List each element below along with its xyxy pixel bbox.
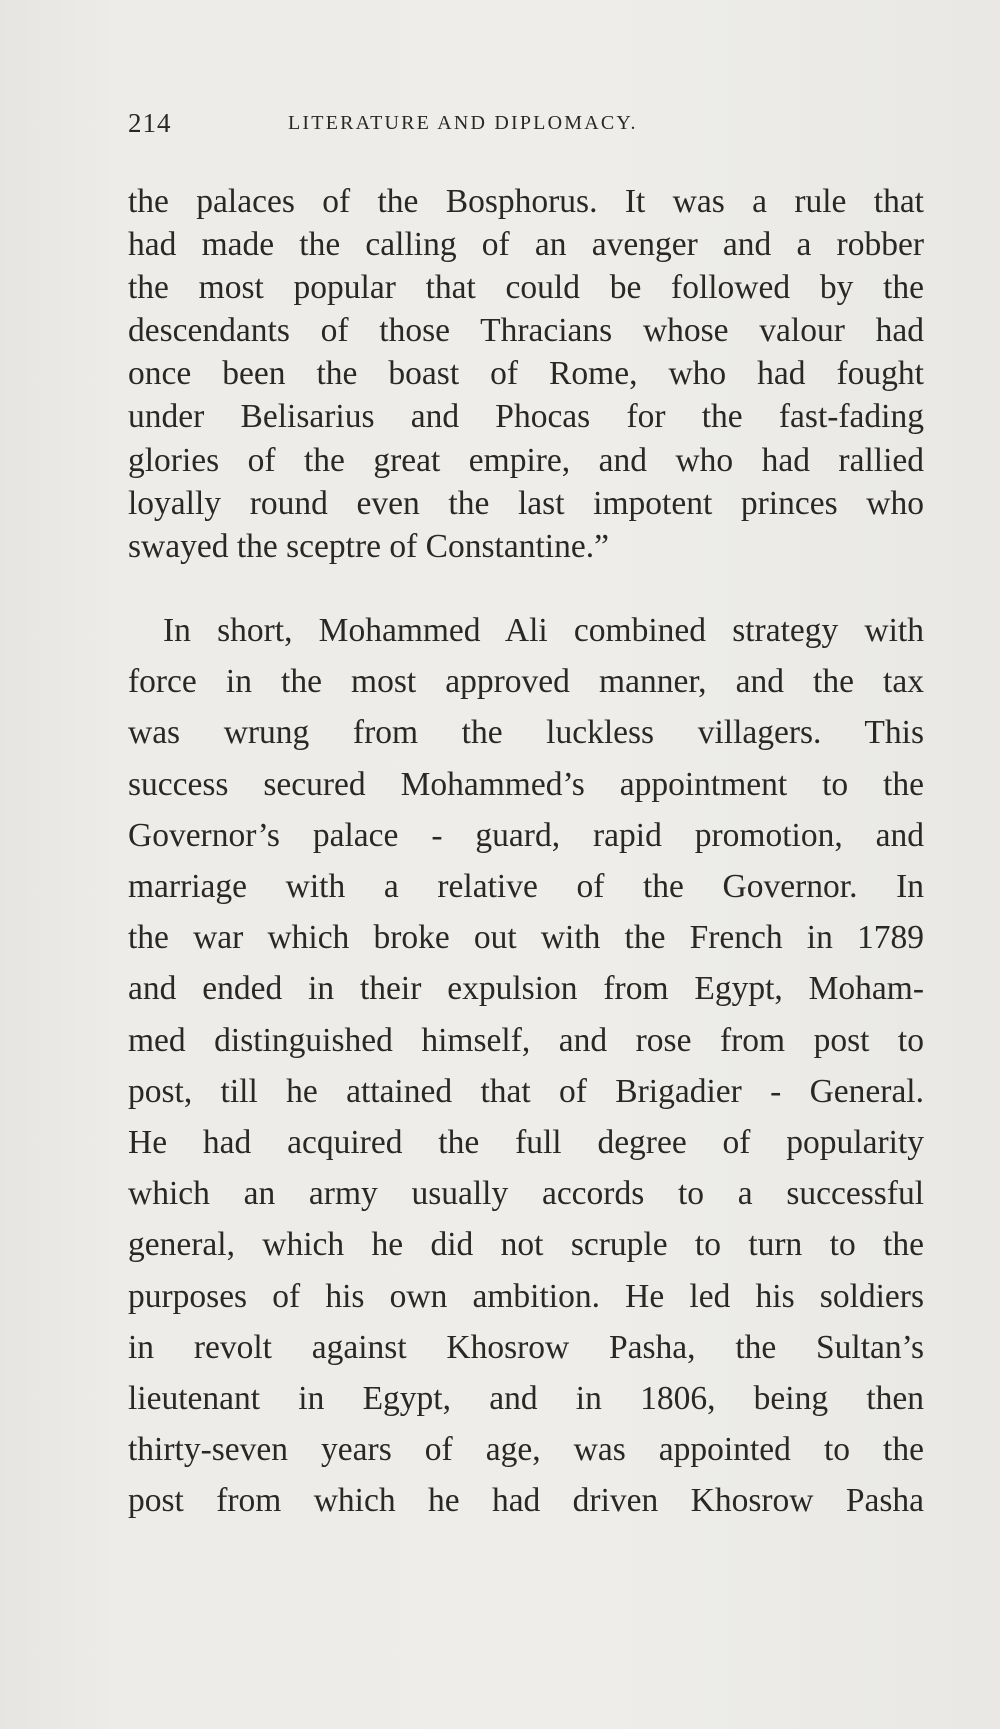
- text-line: force in the most approved manner, and the tax: [128, 663, 924, 701]
- text-line: He had acquired the full degree of popularity: [128, 1124, 924, 1162]
- quoted-passage: [128, 180, 924, 568]
- text-line: success secured Mohammed’s appointment to the: [128, 765, 924, 803]
- text-line: which an army usually accords to a successful: [128, 1175, 924, 1213]
- text-line: post from which he had driven Khosrow Pasha: [128, 1482, 924, 1520]
- text-line: loyally round even the last impotent princes who: [128, 484, 924, 522]
- text-line: purposes of his own ambition. He led his soldiers: [128, 1277, 924, 1315]
- text-line: lieutenant in Egypt, and in 1806, being then: [128, 1380, 924, 1418]
- text-line: had made the calling of an avenger and a robber: [128, 226, 924, 264]
- text-line: thirty-seven years of age, was appointed to the: [128, 1431, 924, 1469]
- text-line: post, till he attained that of Brigadier - General.: [128, 1072, 924, 1110]
- text-line: descendants of those Thracians whose valour had: [128, 312, 924, 350]
- text-line: med distinguished himself, and rose from post to: [128, 1021, 924, 1059]
- text-line: once been the boast of Rome, who had fought: [128, 355, 924, 393]
- running-title: LITERATURE AND DIPLOMACY.: [288, 112, 638, 134]
- text-line: in revolt against Khosrow Pasha, the Sultan’s: [128, 1328, 924, 1366]
- body-paragraph: [128, 605, 924, 1527]
- text-line: general, which he did not scruple to turn to the: [128, 1226, 924, 1264]
- text-line: the palaces of the Bosphorus. It was a rule that: [128, 183, 924, 220]
- text-line: the most popular that could be followed by the: [128, 269, 924, 307]
- text-line: and ended in their expulsion from Egypt, Moham-: [128, 970, 924, 1008]
- text-line: marriage with a relative of the Governor. In: [128, 868, 924, 906]
- text-line: was wrung from the luckless villagers. This: [128, 714, 924, 752]
- text-line: In short, Mohammed Ali combined strategy with: [163, 612, 924, 649]
- text-line: under Belisarius and Phocas for the fast-fading: [128, 398, 924, 436]
- text-line: swayed the sceptre of Constantine.”: [128, 527, 609, 565]
- page-number: 214: [128, 108, 172, 138]
- page-header: [128, 108, 928, 148]
- text-line: glories of the great empire, and who had rallied: [128, 441, 924, 479]
- text-line: Governor’s palace - guard, rapid promotion, and: [128, 816, 924, 854]
- text-line: the war which broke out with the French in 1789: [128, 919, 924, 957]
